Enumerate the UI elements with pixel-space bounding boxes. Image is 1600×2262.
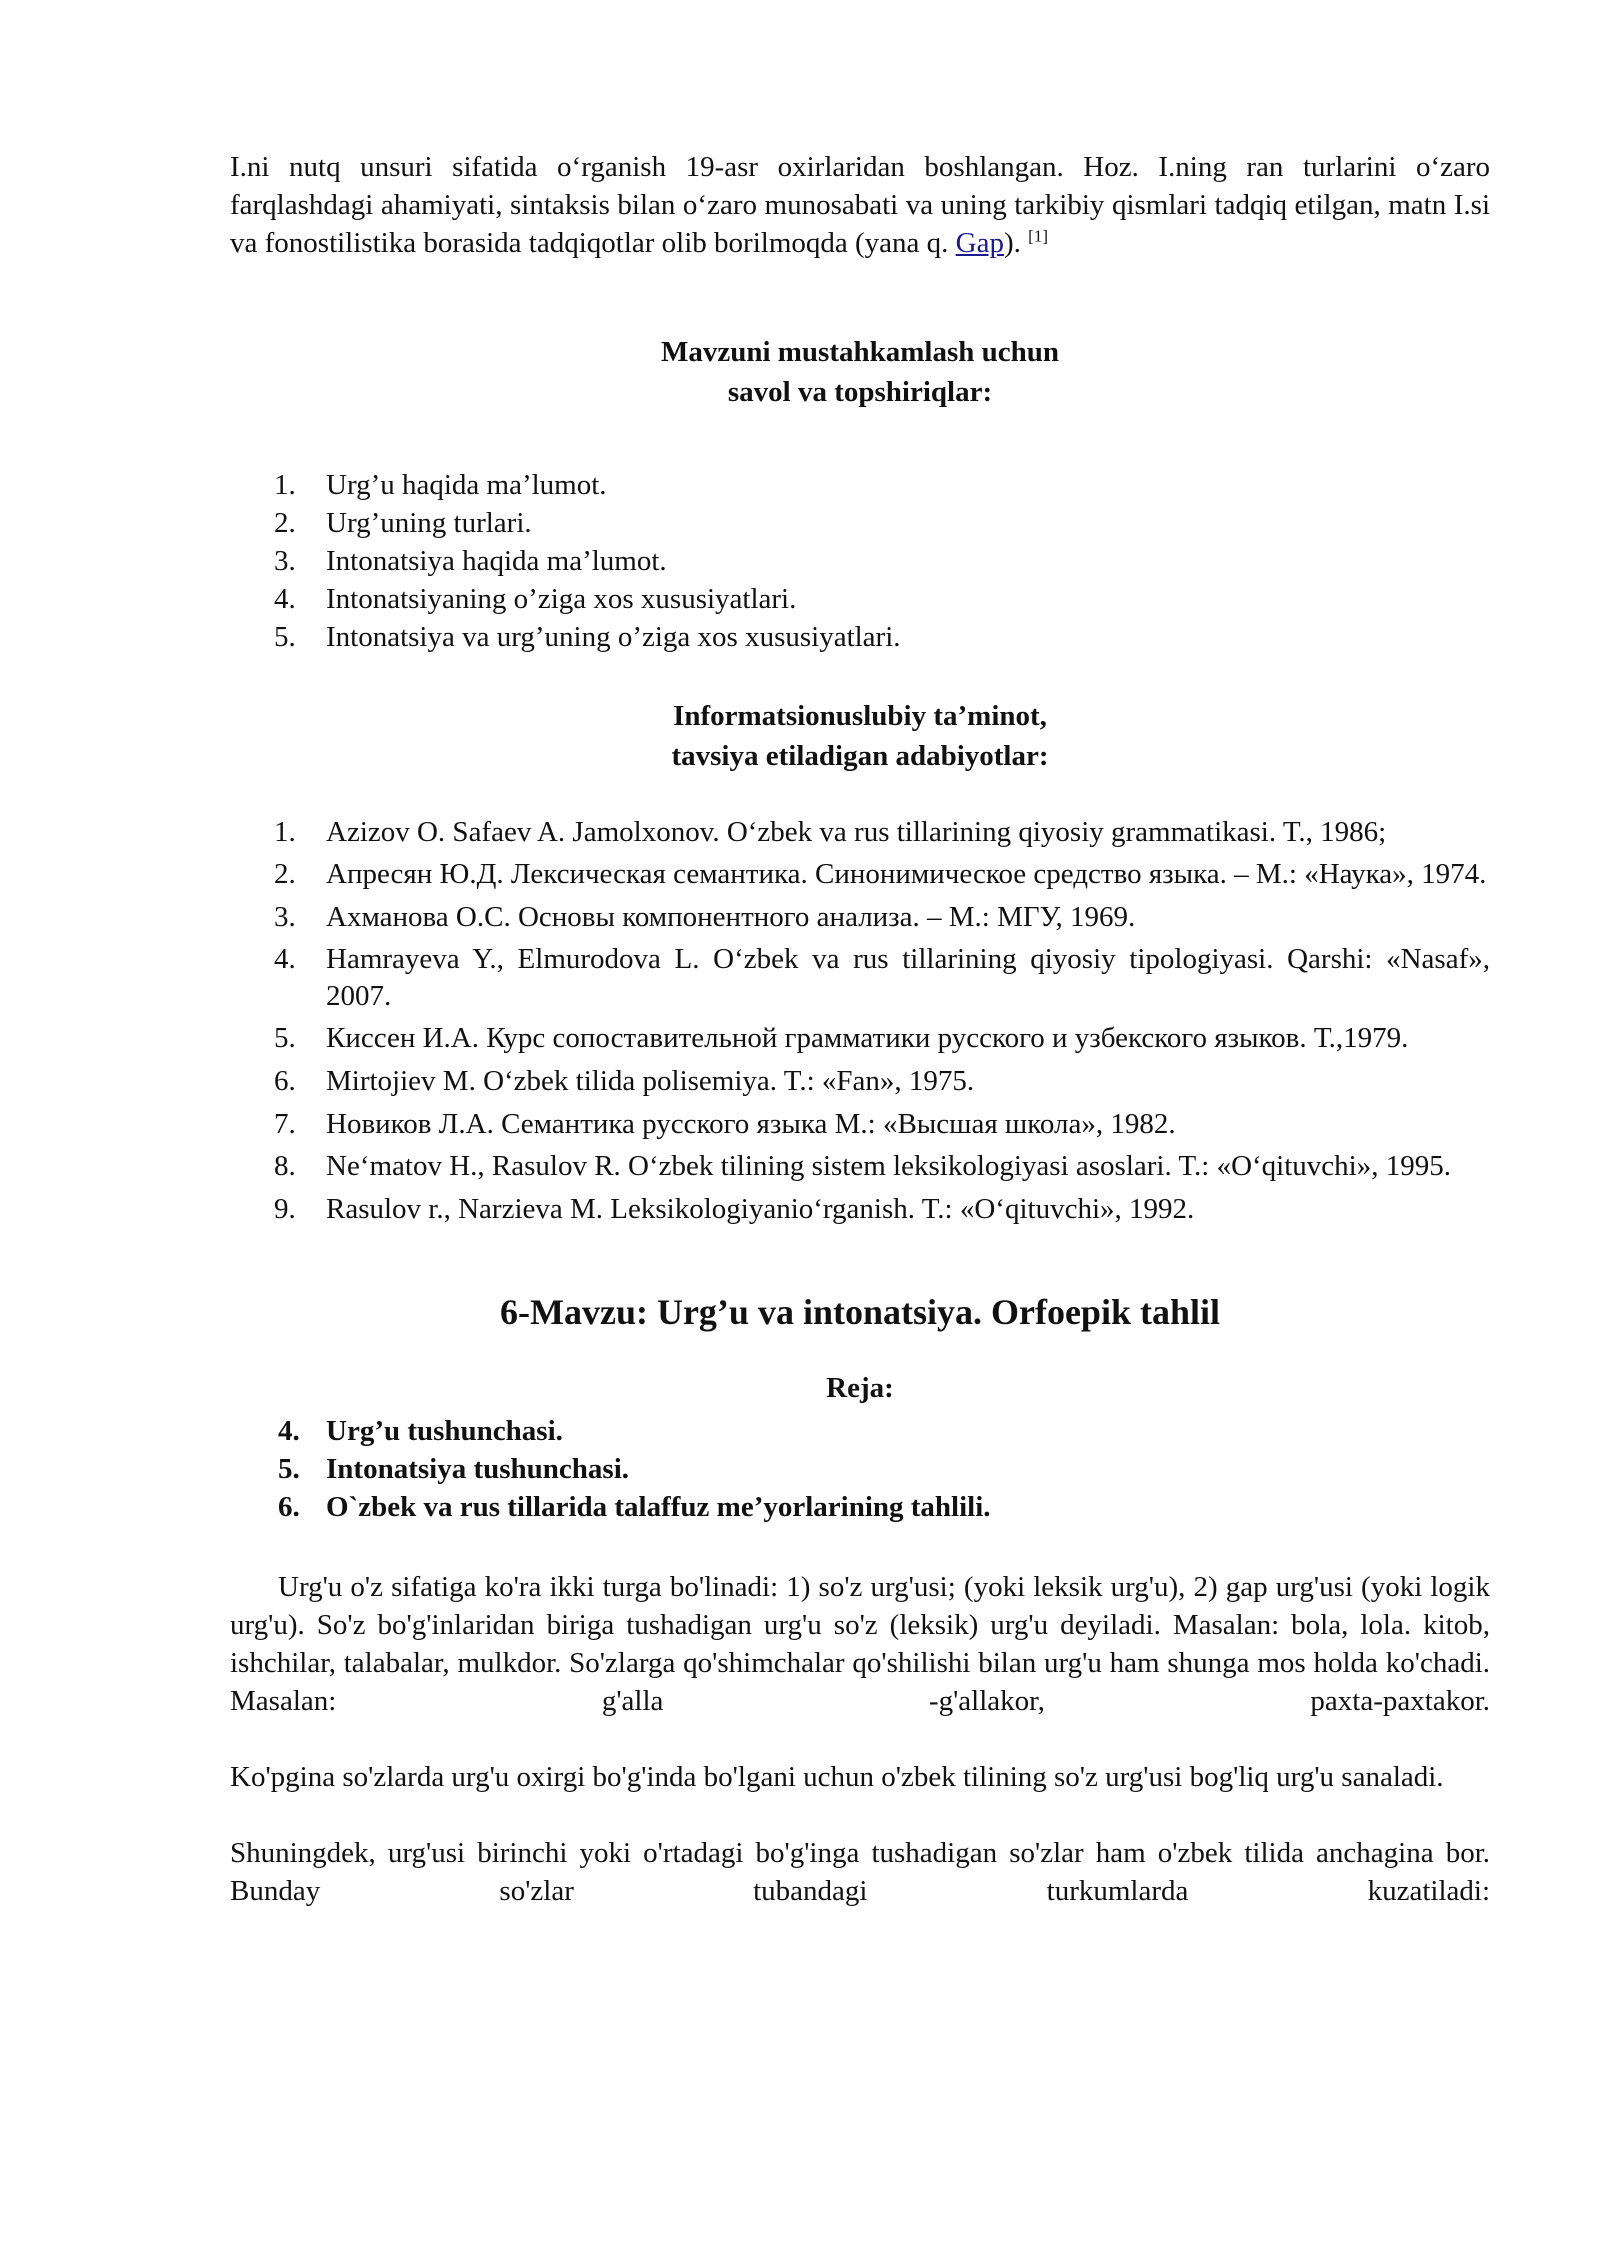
list-item bbox=[230, 504, 1490, 542]
list-text: Intonatsiyaning o’ziga xos xususiyatlari. bbox=[326, 583, 797, 615]
list-number: 6. bbox=[274, 1065, 296, 1097]
literature-heading-line1: Informatsionuslubiy ta’minot, bbox=[673, 700, 1047, 732]
list-number: 6. bbox=[278, 1491, 300, 1523]
questions-heading-line1: Mavzuni mustahkamlash uchun bbox=[660, 336, 1060, 368]
list-item bbox=[230, 1450, 1490, 1488]
list-item bbox=[230, 814, 1490, 851]
list-text: Ахманова О.С. Основы компонентного анализа. – М.: МГУ, 1969. bbox=[326, 901, 1136, 933]
list-text: Hamrayeva Y., Elmurodova L. O‘zbek va rus tillarining qiyosiy tipologiyasi. Qarshi: «Nasaf», 2007. bbox=[326, 943, 1490, 1012]
list-number: 5. bbox=[274, 621, 296, 653]
list-item bbox=[230, 941, 1490, 1015]
list-item bbox=[230, 542, 1490, 580]
list-number: 9. bbox=[274, 1193, 296, 1225]
list-item bbox=[230, 1412, 1490, 1450]
list-item bbox=[230, 1062, 1490, 1100]
plan-list bbox=[230, 1412, 1490, 1526]
list-text: Intonatsiya haqida ma’lumot. bbox=[326, 545, 667, 577]
list-text: Rasulov r., Narzieva M. Leksikologiyanio‘rganish. T.: «O‘qituvchi», 1992. bbox=[326, 1193, 1195, 1225]
list-number: 1. bbox=[274, 816, 296, 848]
list-item bbox=[230, 1190, 1490, 1228]
list-number: 2. bbox=[274, 858, 296, 890]
list-number: 4. bbox=[278, 1415, 300, 1447]
list-text: Ne‘matov H., Rasulov R. O‘zbek tilining sistem leksikologiyasi asoslari. T.: «O‘qituvchi», 1995. bbox=[326, 1150, 1451, 1182]
list-text: Urg’u haqida ma’lumot. bbox=[326, 469, 607, 501]
list-number: 4. bbox=[274, 943, 296, 975]
list-number: 4. bbox=[274, 583, 296, 615]
list-item bbox=[230, 580, 1490, 618]
list-text: Mirtojiev M. O‘zbek tilida polisemiya. T.: «Fan», 1975. bbox=[326, 1065, 975, 1097]
document-page bbox=[230, 148, 1490, 1910]
list-number: 5. bbox=[278, 1453, 300, 1485]
literature-heading bbox=[230, 696, 1490, 776]
list-item bbox=[230, 466, 1490, 504]
list-text: Intonatsiya va urg’uning o’ziga xos xususiyatlari. bbox=[326, 621, 901, 653]
list-text: Urg’uning turlari. bbox=[326, 507, 532, 539]
list-number: 1. bbox=[274, 469, 296, 501]
list-item bbox=[230, 1488, 1490, 1526]
list-text: Киссен И.А. Курс сопоставительной грамматики русского и узбекского языков. Т.,1979. bbox=[326, 1022, 1409, 1054]
list-item bbox=[230, 898, 1490, 936]
list-number: 7. bbox=[274, 1108, 296, 1140]
intro-paragraph bbox=[230, 148, 1490, 262]
list-item bbox=[230, 618, 1490, 656]
list-text: Новиков Л.А. Семантика русского языка М.: «Высшая школа», 1982. bbox=[326, 1108, 1176, 1140]
list-item bbox=[230, 1148, 1490, 1185]
list-number: 3. bbox=[274, 545, 296, 577]
list-number: 3. bbox=[274, 901, 296, 933]
list-number: 8. bbox=[274, 1150, 296, 1182]
list-text: Azizov O. Safaev A. Jamolxonov. O‘zbek va rus tillarining qiyosiy grammatikasi. T., 1986; bbox=[326, 816, 1387, 848]
list-number: 2. bbox=[274, 507, 296, 539]
questions-heading bbox=[230, 332, 1490, 412]
questions-heading-line2: savol va topshiriqlar: bbox=[727, 376, 993, 408]
footnote-ref[interactable]: [1] bbox=[1028, 226, 1048, 246]
list-text: Intonatsiya tushunchasi. bbox=[326, 1453, 629, 1485]
topic-title: 6-Mavzu: Urg’u va intonatsiya. Orfoepik tahlil bbox=[500, 1292, 1220, 1332]
questions-list bbox=[230, 466, 1490, 656]
intro-text: I.ni nutq unsuri sifatida o‘rganish 19-asr oxirlaridan boshlangan. Hoz. I.ning ran turlarini o‘zaro farqlashdagi ahamiyati, sintaksis bilan o‘zaro munosabati va uning tarkibiy qismlari tadqiq etilgan, matn I.si va fonostilistika borasida tadqiqotlar olib borilmoqda (yana q. bbox=[230, 151, 1490, 259]
list-text: Urg’u tushunchasi. bbox=[326, 1415, 563, 1447]
gap-link[interactable]: Gap bbox=[955, 227, 1004, 259]
body-paragraph-3: Shuningdek, urg'usi birinchi yoki o'rtadagi bo'g'inga tushadigan so'zlar ham o'zbek tilida anchagina bor. Bunday so'zlar tubandagi turkumlarda kuzatiladi: bbox=[230, 1837, 1490, 1907]
list-text: Апресян Ю.Д. Лексическая семантика. Синонимическое средство языка. – М.: «Наука», 1974. bbox=[326, 858, 1487, 890]
literature-list bbox=[230, 814, 1490, 1228]
list-item bbox=[230, 1020, 1490, 1057]
list-item bbox=[230, 1105, 1490, 1143]
literature-heading-line2: tavsiya etiladigan adabiyotlar: bbox=[671, 740, 1049, 772]
body-paragraph-2: Ko'pgina so'zlarda urg'u oxirgi bo'g'inda bo'lgani uchun o'zbek tilining so'z urg'usi bog'liq urg'u sanaladi. bbox=[230, 1761, 1444, 1793]
list-text: O`zbek va rus tillarida talaffuz me’yorlarining tahlili. bbox=[326, 1491, 991, 1523]
list-item bbox=[230, 856, 1490, 893]
plan-label: Reja: bbox=[826, 1372, 894, 1404]
intro-text-end: ). bbox=[1003, 227, 1021, 259]
list-number: 5. bbox=[274, 1022, 296, 1054]
body-paragraph-1: Urg'u o'z sifatiga ko'ra ikki turga bo'linadi: 1) so'z urg'usi; (yoki leksik urg'u), 2) gap urg'usi (yoki logik urg'u). So'z bo'g'inlaridan biriga tushadigan urg'u so'z (leksik) urg'u deyiladi. Masalan: bola, lola. kitob, ishchilar, talabalar, mulkdor. So'zlarga qo'shimchalar qo'shilishi bilan urg'u ham shunga mos holda ko'chadi. Masalan: g'alla -g'allakor, paxta-paxtakor. bbox=[230, 1571, 1490, 1717]
